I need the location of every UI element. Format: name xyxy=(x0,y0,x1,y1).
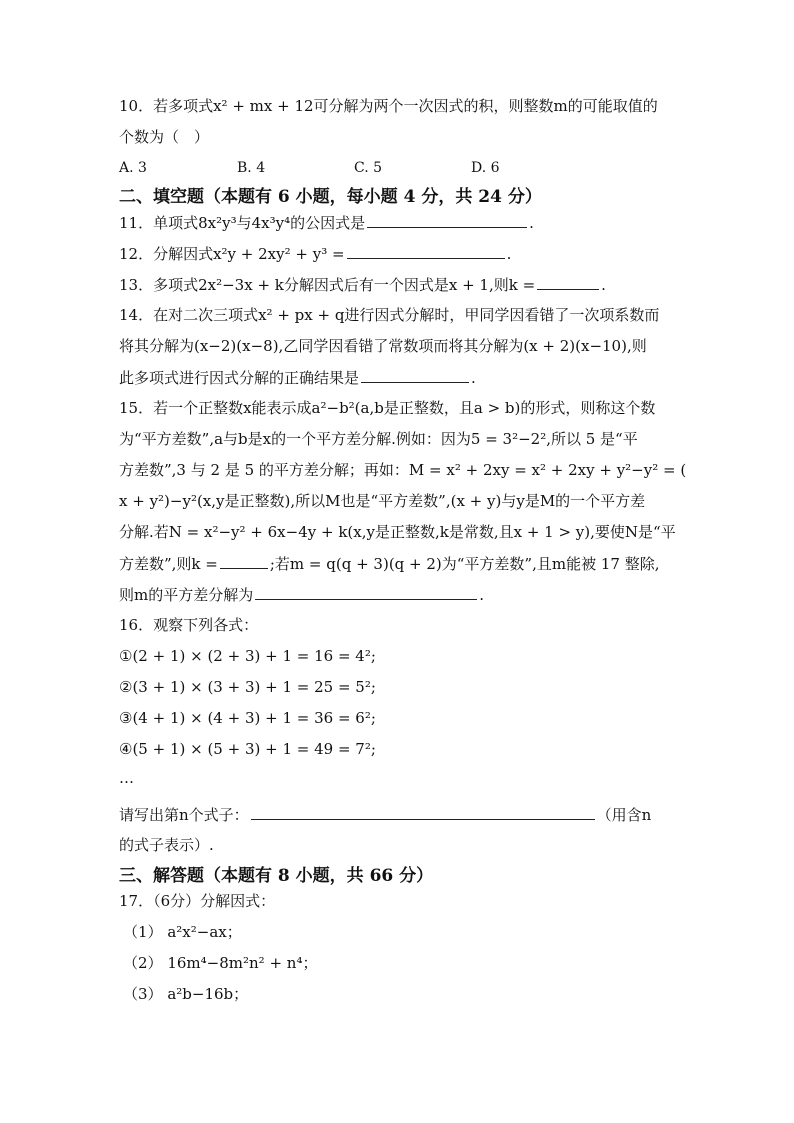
q17-item-2 xyxy=(123,952,317,974)
q14-line3-text: 此多项式进行因式分解的正确结果是 xyxy=(119,369,360,387)
q15-line7-text: 则m的平方差分解为 xyxy=(119,586,254,604)
q15-m-answer-blank[interactable] xyxy=(255,583,477,600)
q12-line xyxy=(119,242,511,265)
q10-option-b: B. 4 xyxy=(237,160,266,176)
q17-item-3-num: （3） xyxy=(123,985,163,1003)
q11-end: . xyxy=(529,214,534,232)
q16-answer-blank[interactable] xyxy=(251,803,595,820)
q13-end: . xyxy=(601,276,606,294)
q13-answer-blank[interactable] xyxy=(537,273,599,290)
q11-answer-blank[interactable] xyxy=(367,211,527,228)
q16-prompt-end: （用含n xyxy=(596,806,652,824)
q15-line5: 分解.若N = x²−y² + 6x−4y + k(x,y是正整数,k是常数,且x + 1 > y),要使N是“平 xyxy=(119,523,676,541)
q15-line3: 方差数”,3 与 2 是 5 的平方差分解；再如：M = x² + 2xy = x² + 2xy + y²−y² = ( xyxy=(119,461,687,479)
q14-answer-blank[interactable] xyxy=(361,366,469,383)
q17-item-1-num: （1） xyxy=(123,923,163,941)
q10-option-a: A. 3 xyxy=(119,160,147,176)
section2-title: 二、填空题（本题有 6 小题，每小题 4 分，共 24 分） xyxy=(119,187,542,207)
section3-title: 三、解答题（本题有 8 小题，共 66 分） xyxy=(119,866,434,886)
q16-item-1: ①(2 + 1) × (2 + 3) + 1 = 16 = 4²; xyxy=(119,647,376,665)
q17-title: 17．（6分）分解因式： xyxy=(119,892,276,910)
q15-line4: x + y²)−y²(x,y是正整数),所以M也是“平方差数”,(x + y)与y是M的一个平方差 xyxy=(119,492,646,510)
q12-answer-blank[interactable] xyxy=(347,242,505,259)
q10-option-c: C. 5 xyxy=(354,160,383,176)
q17-item-3-expr: a²b−16b； xyxy=(167,985,249,1003)
q15-line7 xyxy=(119,583,484,606)
q13-line xyxy=(119,273,606,296)
q10-line2: 个数为（ ） xyxy=(119,128,210,146)
q14-line3 xyxy=(119,366,476,389)
q17-item-1 xyxy=(123,921,242,943)
q12-end: . xyxy=(506,245,512,263)
q15-line6a: 方差数”,则k = xyxy=(119,555,218,573)
q10-option-d: D. 6 xyxy=(471,160,500,176)
q16-line-last: 的式子表示）. xyxy=(119,836,214,854)
q10-line1: 10．若多项式x² + mx + 12可分解为两个一次因式的积，则整数m的可能取值的 xyxy=(119,97,658,115)
q14-line3-end: . xyxy=(471,369,476,387)
q16-prompt-line xyxy=(119,803,651,826)
q17-item-2-num: （2） xyxy=(123,954,163,972)
q14-line2: 将其分解为(x−2)(x−8),乙同学因看错了常数项而将其分解为(x + 2)(x−10),则 xyxy=(119,337,647,355)
q16-item-2: ②(3 + 1) × (3 + 3) + 1 = 25 = 5²; xyxy=(119,678,376,696)
q16-prompt: 请写出第n个式子： xyxy=(119,806,249,824)
q15-line6 xyxy=(119,552,660,575)
q11-line xyxy=(119,211,534,234)
q16-item-4: ④(5 + 1) × (5 + 3) + 1 = 49 = 7²; xyxy=(119,740,376,758)
q13-text: 13．多项式2x²−3x + k分解因式后有一个因式是x + 1,则k = xyxy=(119,276,536,294)
q16-item-3: ③(4 + 1) × (4 + 3) + 1 = 36 = 6²; xyxy=(119,709,376,727)
q15-k-answer-blank[interactable] xyxy=(220,552,268,569)
q14-line1: 14．在对二次三项式x² + px + q进行因式分解时，甲同学因看错了一次项系数而 xyxy=(119,306,660,324)
q15-line6b: ;若m = q(q + 3)(q + 2)为“平方差数”,且m能被 17 整除, xyxy=(269,555,660,573)
q17-item-1-expr: a²x²−ax； xyxy=(167,923,242,941)
q11-text: 11．单项式8x²y³与4x³y⁴的公因式是 xyxy=(119,214,366,232)
q16-ellipsis: … xyxy=(119,769,134,787)
q15-line2: 为“平方差数”,a与b是x的一个平方差分解.例如：因为5 = 3²−2²,所以 5 是“平 xyxy=(119,430,638,448)
q17-item-2-expr: 16m⁴−8m²n² + n⁴； xyxy=(167,954,318,972)
q15-line7-end: . xyxy=(479,586,485,604)
q17-item-3 xyxy=(123,983,248,1005)
q16-title: 16．观察下列各式： xyxy=(119,616,259,634)
q12-text: 12．分解因式x²y + 2xy² + y³ = xyxy=(119,245,345,263)
q15-line1: 15．若一个正整数x能表示成a²−b²(a,b是正整数，且a > b)的形式，则称这个数 xyxy=(119,399,656,417)
